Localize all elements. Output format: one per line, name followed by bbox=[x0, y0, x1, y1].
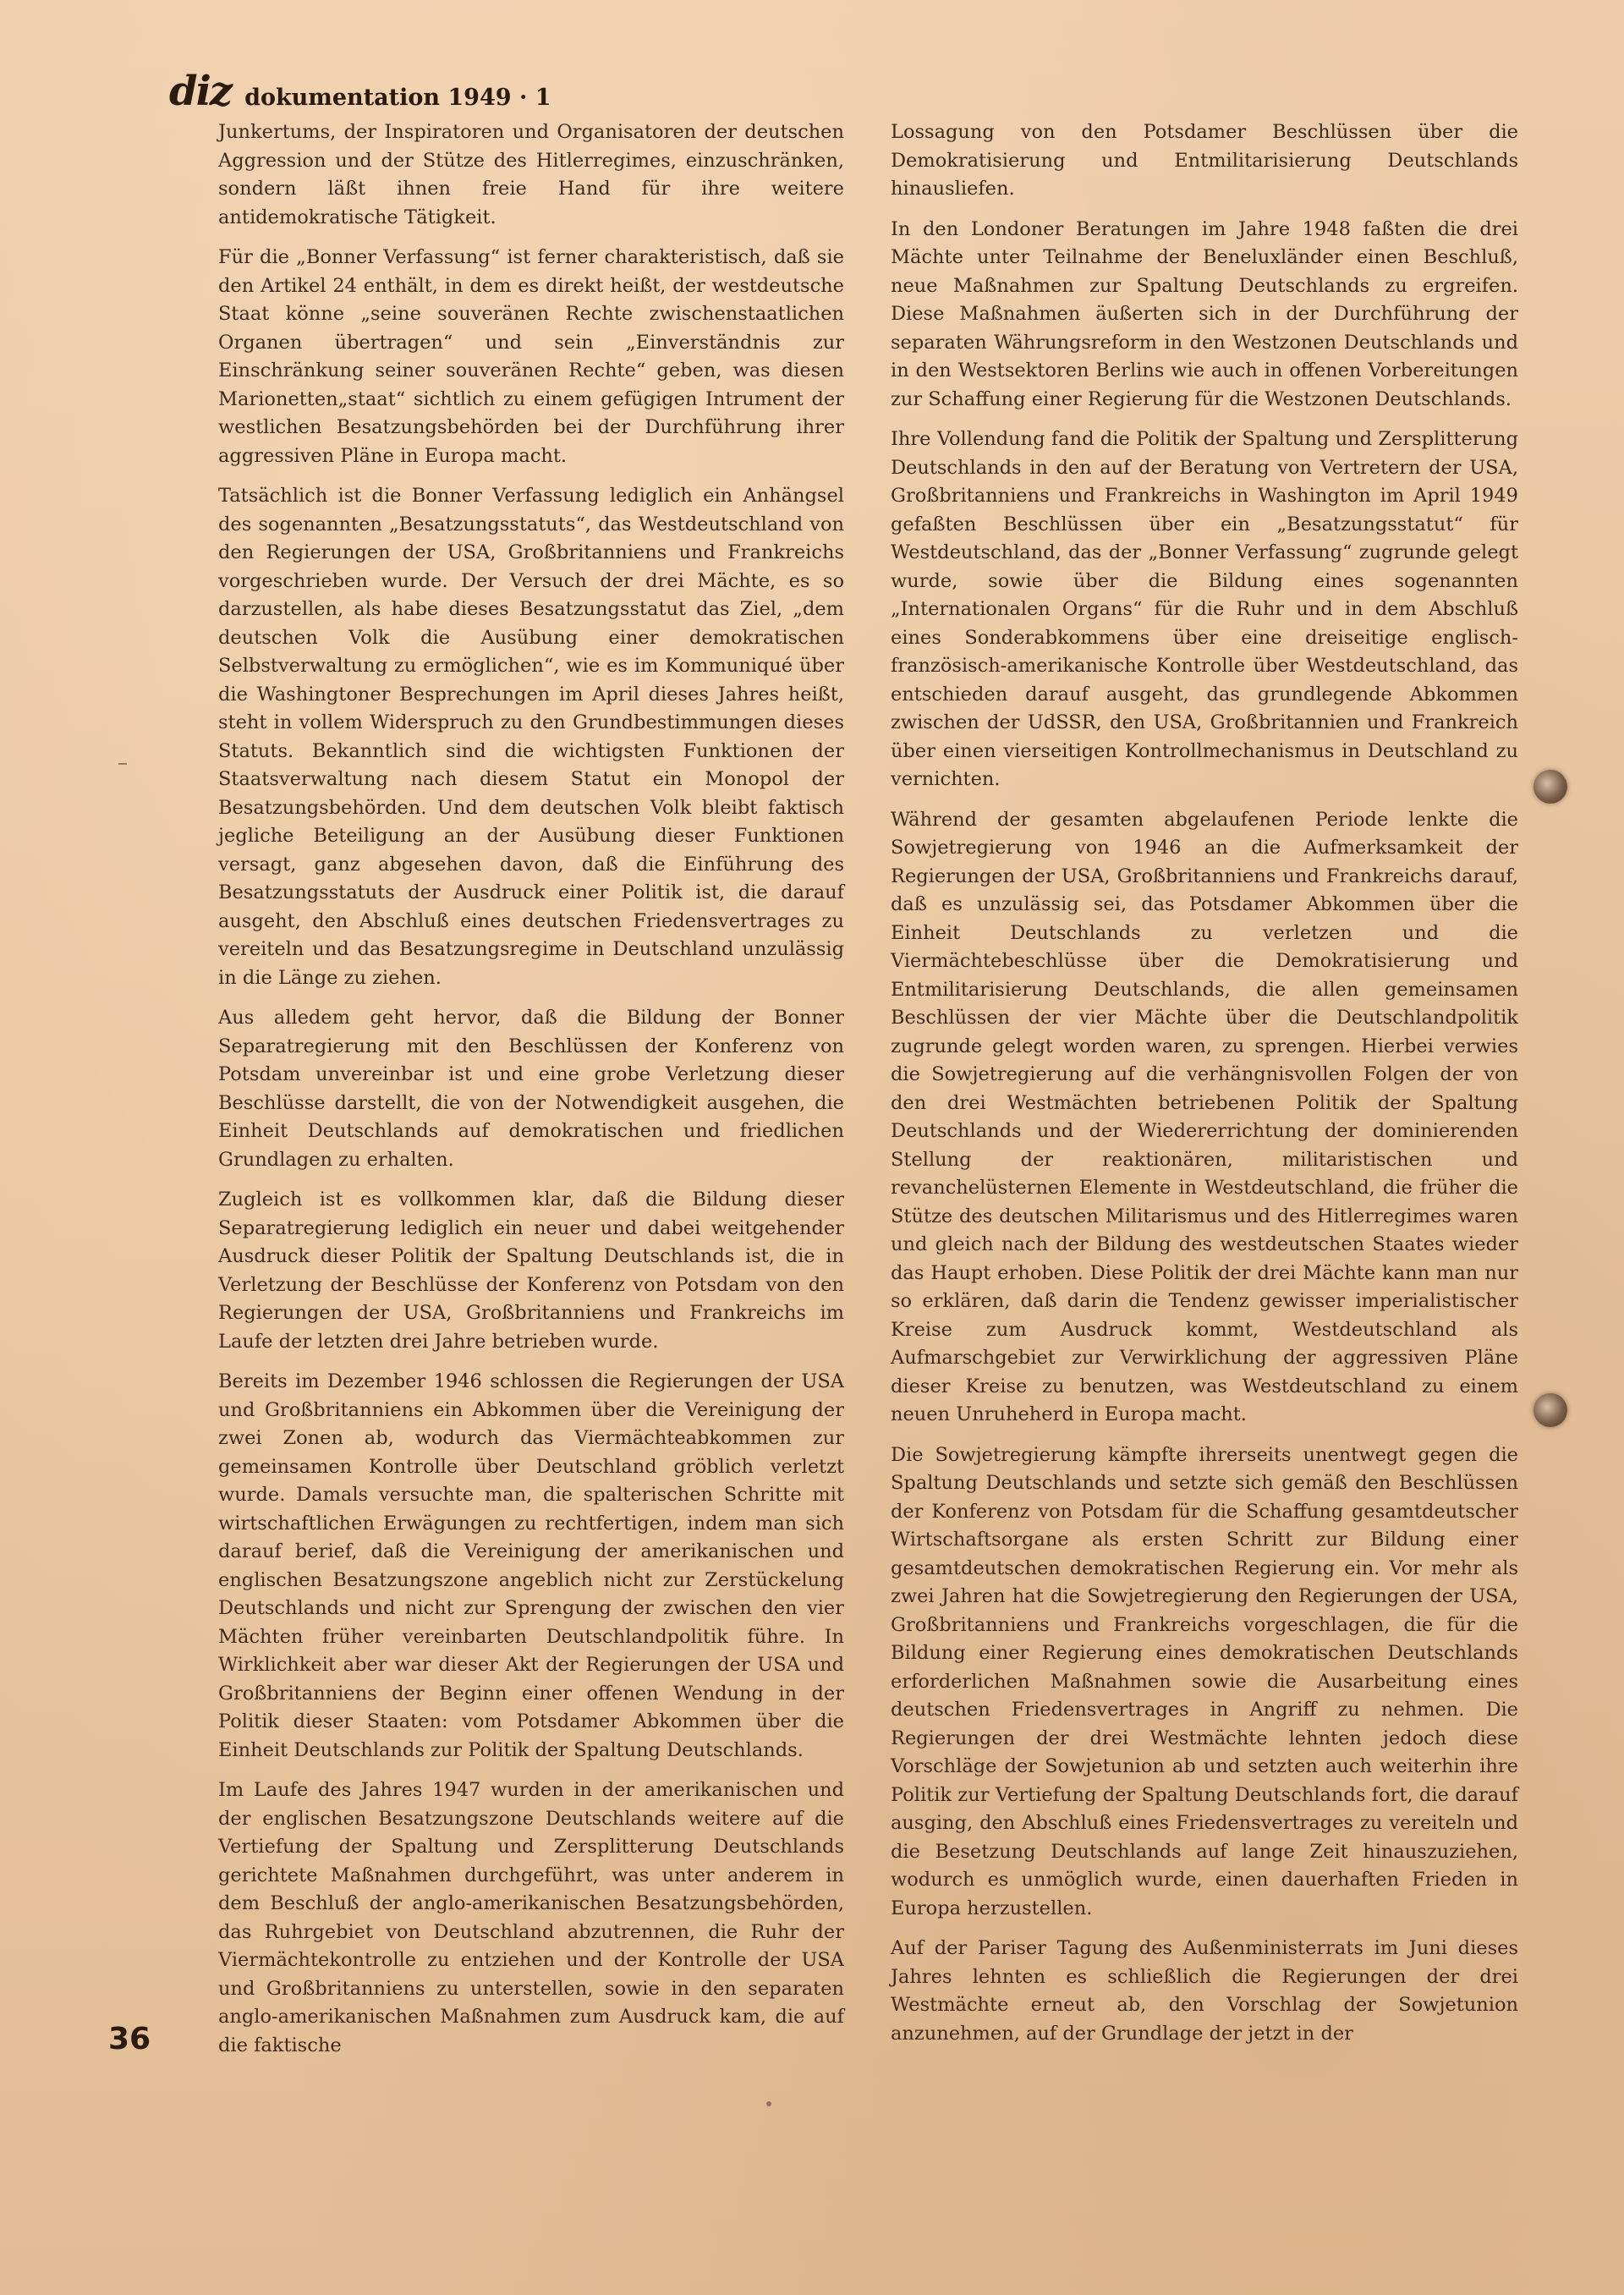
right-column bbox=[891, 118, 1518, 2060]
paragraph: Während der gesamten abgelaufenen Periode lenkte die Sowjetregierung von 1946 an die Aufmerksamkeit der Regierungen der USA, Großbritanniens und Frankreichs darauf, daß es unzulässig sei, das Potsdamer Abkommen über die Einheit Deutschlands zu verletzen und die Viermächtebeschlüsse über die Demokratisierung und Entmilitarisierung Deutschlands, die allen gemeinsamen Beschlüssen der vier Mächte über die Deutschlandpolitik zugrunde gelegt worden waren, zu sprengen. Hierbei verwies die Sowjetregierung auf die verhängnisvollen Folgen der von den drei Westmächten betriebenen Politik der Spaltung Deutschlands und der Wiedererrichtung der dominierenden Stellung der reaktionären, militaristischen und revanchelüsternen Elemente in Westdeutschland, die früher die Stütze des deutschen Militarismus und des Hitlerregimes waren und gleich nach der Bildung des westdeutschen Staates wieder das Haupt erhoben. Diese Politik der drei Mächte kann man nur so erklären, daß darin die Tendenz gewisser imperialistischer Kreise zum Ausdruck kommt, Westdeutschland als Aufmarschgebiet zur Verwirklichung der aggressiven Pläne dieser Kreise zu benutzen, was Westdeutschland zu einem neuen Unruheherd in Europa macht. bbox=[891, 808, 1518, 1425]
paragraph: Ihre Vollendung fand die Politik der Spaltung und Zersplitterung Deutschlands in den auf der Beratung von Vertretern der USA, Großbritanniens und Frankreichs in Washington im April 1949 gefaßten Beschlüssen über ein „Besatzungsstatut“ für Westdeutschland, das der „Bonner Verfassung“ zugrunde gelegt wurde, sowie über die Bildung eines sogenannten „Internationalen Organs“ für die Ruhr und in dem Abschluß eines Sonderabkommens über eine dreiseitige englisch-französisch-amerikanische Kontrolle über Westdeutschland, das entschieden darauf ausgeht, das grundlegende Abkommen zwischen der UdSSR, den USA, Großbritannien und Frankreich über einen vierseitigen Kontrollmechanismus in Deutschland zu vernichten. bbox=[891, 428, 1518, 790]
left-column bbox=[218, 118, 844, 2072]
paragraph: Auf der Pariser Tagung des Außenministerrats im Juni dieses Jahres lehnten es schließlich die Regierungen der drei Westmächte erneut ab, den Vorschlag der Sowjetunion anzunehmen, auf der Grundlage der jetzt in der bbox=[891, 1937, 1518, 2045]
publication-title: dokumentation 1949 · 1 bbox=[244, 85, 551, 111]
page-header bbox=[169, 68, 551, 115]
paragraph: Zugleich ist es vollkommen klar, daß die Bildung dieser Separatregierung lediglich ein neuer und dabei weitgehender Ausdruck dieser Politik der Spaltung Deutschlands ist, die in Verletzung der Beschlüsse der Konferenz von Potsdam von den Regierungen der USA, Großbritanniens und Frankreichs im Laufe der letzten drei Jahre betrieben wurde. bbox=[218, 1189, 844, 1353]
publication-logo: diz bbox=[169, 68, 232, 115]
paragraph: Die Sowjetregierung kämpfte ihrerseits unentwegt gegen die Spaltung Deutschlands und setzte sich gemäß den Beschlüssen der Konferenz von Potsdam für die Schaffung gesamtdeutscher Wirtschaftsorgane als ersten Schritt zur Bildung einer gesamtdeutschen demokratischen Regierung ein. Vor mehr als zwei Jahren hat die Sowjetregierung den Regierungen der USA, Großbritanniens und Frankreichs vorgeschlagen, die für die Bildung einer Regierung eines demokratischen Deutschlands erforderlichen Maßnahmen sowie die Ausarbeitung eines deutschen Friedensvertrages in Angriff zu nehmen. Die Regierungen der drei Westmächte lehnten jedoch diese Vorschläge der Sowjetunion ab und setzten auch weiterhin ihre Politik zur Vertiefung der Spaltung Deutschlands fort, die darauf ausging, den Abschluß eines Friedensvertrages zu vereiteln und die Besetzung Deutschlands auf lange Zeit hinauszuziehen, wodurch es unmöglich wurde, einen dauerhaften Frieden in Europa herzustellen. bbox=[891, 1443, 1518, 1919]
paper-mark bbox=[766, 2101, 771, 2106]
binding-hole-icon bbox=[1533, 1393, 1567, 1427]
paragraph: Junkertums, der Inspiratoren und Organisatoren der deutschen Aggression und der Stütze des Hitlerregimes, einzuschränken, sondern läßt ihnen freie Hand für ihre weitere antidemokratische Tätigkeit. bbox=[218, 121, 844, 228]
paper-mark bbox=[118, 763, 127, 765]
paragraph: Tatsächlich ist die Bonner Verfassung lediglich ein Anhängsel des sogenannten „Besatzungsstatuts“, das Westdeutschland von den Regierungen der USA, Großbritanniens und Frankreichs vorgeschrieben wurde. Der Versuch der drei Mächte, es so darzustellen, als habe dieses Besatzungsstatut das Ziel, „dem deutschen Volk die Ausübung einer demokratischen Selbstverwaltung zu ermöglichen“, wie es im Kommuniqué über die Washingtoner Besprechungen im April dieses Jahres heißt, steht in vollem Widerspruch zu den Grundbestimmungen dieses Statuts. Bekanntlich sind die wichtigsten Funktionen der Staatsverwaltung nach diesem Statut ein Monopol der Besatzungsbehörden. Und dem deutschen Volk bleibt faktisch jegliche Beteiligung an der Ausübung dieser Funktionen versagt, ganz abgesehen davon, daß die Einführung des Besatzungsstatuts der Ausdruck einer Politik ist, die darauf ausgeht, den Abschluß eines deutschen Friedensvertrages zu vereiteln und das Besatzungsregime in Deutschland unzulässig in die Länge zu ziehen. bbox=[218, 485, 844, 989]
paragraph: Für die „Bonner Verfassung“ ist ferner charakteristisch, daß sie den Artikel 24 enthält, in dem es direkt heißt, der westdeutsche Staat könne „seine souveränen Rechte zwischenstaatlichen Organen übertragen“ und sein „Einverständnis zur Einschränkung seiner souveränen Rechte“ geben, was diesen Marionetten„staat“ sichtlich zu einem gefügigen Intrument der westlichen Besatzungsbehörden bei der Durchführung ihrer aggressiven Pläne in Europa macht. bbox=[218, 246, 844, 467]
paragraph: Bereits im Dezember 1946 schlossen die Regierungen der USA und Großbritanniens ein Abkommen über die Vereinigung der zwei Zonen ab, wodurch das Viermächteabkommen zur gemeinsamen Kontrolle über Deutschland gröblich verletzt wurde. Damals versuchte man, die spalterischen Schritte mit wirtschaftlichen Erwägungen zu rechtfertigen, indem man sich darauf berief, daß die Vereinigung der amerikanischen und englischen Besatzungszone angeblich nicht zur Zerstückelung Deutschlands und nicht zur Sprengung der zwischen den vier Mächten früher vereinbarten Deutschlandpolitik führe. In Wirklichkeit aber war dieser Akt der Regierungen der USA und Großbritanniens der Beginn einer offenen Wendung in der Politik dieser Staaten: vom Potsdamer Abkommen über die Einheit Deutschlands zur Politik der Spaltung Deutschlands. bbox=[218, 1370, 844, 1761]
paragraph: In den Londoner Beratungen im Jahre 1948 faßten die drei Mächte unter Teilnahme der Beneluxländer einen Beschluß, neue Maßnahmen zur Spaltung Deutschlands zu ergreifen. Diese Maßnahmen äußerten sich in der Durchführung der separaten Währungsreform in den Westzonen Deutschlands und in den Westsektoren Berlins wie auch in offenen Vorbereitungen zur Schaffung einer Regierung für die Westzonen Deutschlands. bbox=[891, 217, 1518, 410]
paragraph: Im Laufe des Jahres 1947 wurden in der amerikanischen und der englischen Besatzungszone Deutschlands weitere auf die Vertiefung der Spaltung und Zersplitterung Deutschlands gerichtete Maßnahmen durchgeführt, was unter anderem in dem Beschluß der anglo-amerikanischen Besatzungsbehörden, das Ruhrgebiet von Deutschland abzutrennen, die Ruhr der Viermächtekontrolle zu entziehen und der Kontrolle der USA und Großbritanniens zu unterstellen, sowie in den separaten anglo-amerikanischen Maßnahmen zum Ausdruck kam, die auf die faktische bbox=[218, 1779, 844, 2056]
paragraph: Lossagung von den Potsdamer Beschlüssen über die Demokratisierung und Entmilitarisierung Deutschlands hinausliefen. bbox=[891, 121, 1518, 200]
paragraph: Aus alledem geht hervor, daß die Bildung der Bonner Separatregierung mit den Beschlüssen der Konferenz von Potsdam unvereinbar ist und eine grobe Verletzung dieser Beschlüsse darstellt, die von der Notwendigkeit ausgehen, die Einheit Deutschlands auf demokratischen und friedlichen Grundlagen zu erhalten. bbox=[218, 1007, 844, 1171]
page-number: 36 bbox=[108, 2022, 151, 2056]
binding-hole-icon bbox=[1533, 770, 1567, 804]
